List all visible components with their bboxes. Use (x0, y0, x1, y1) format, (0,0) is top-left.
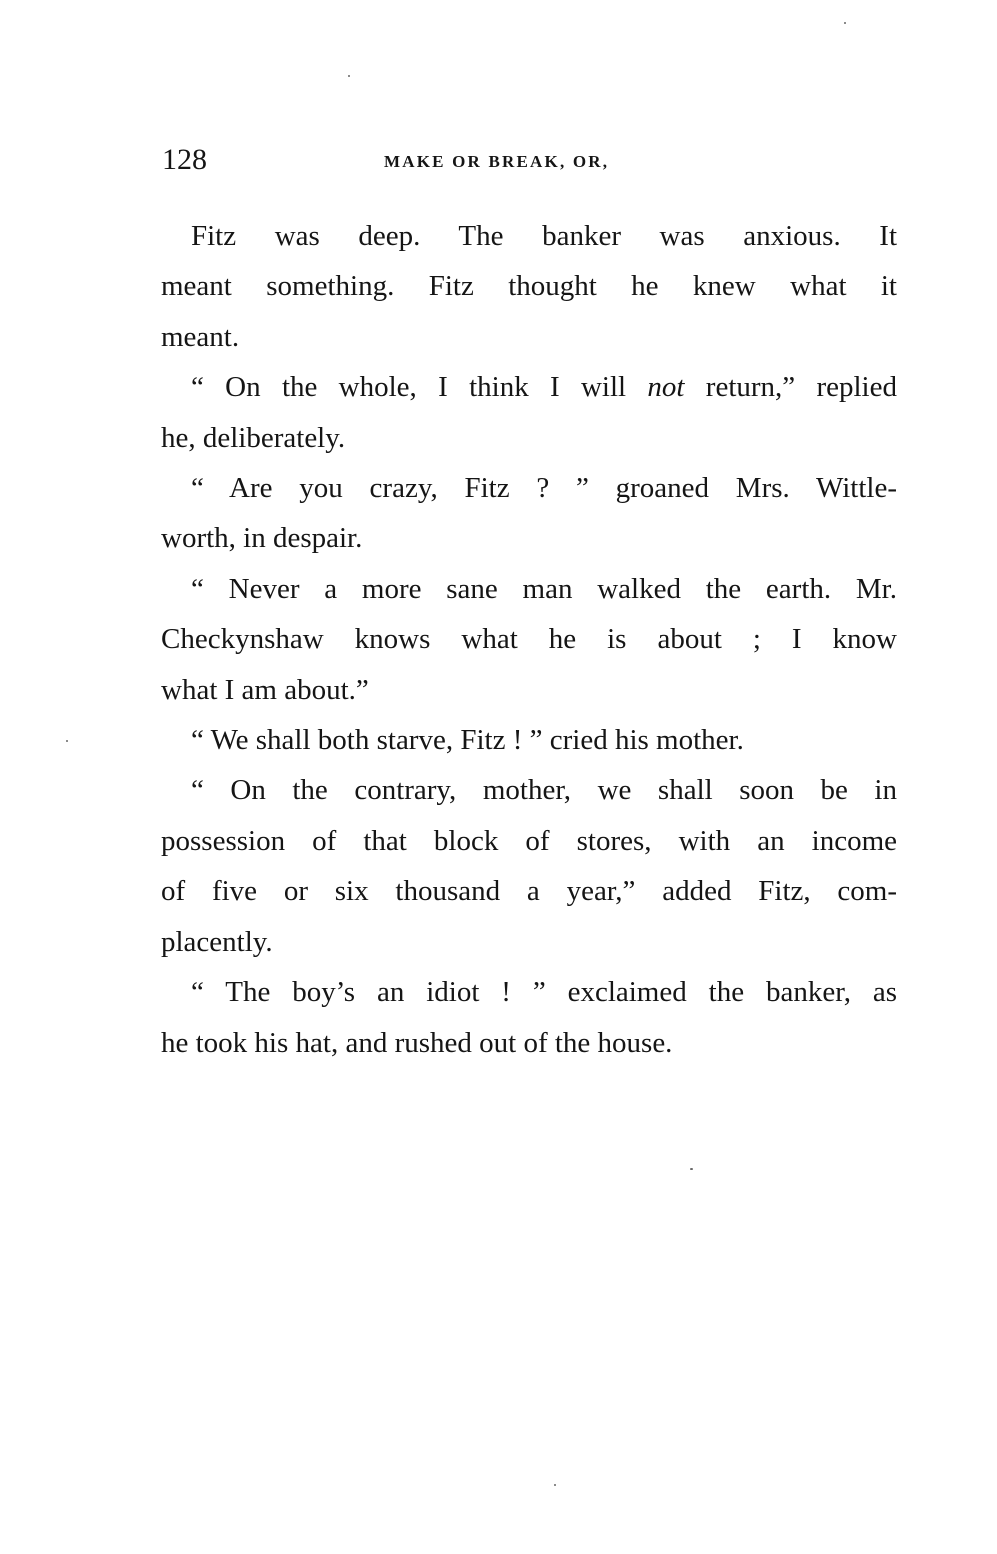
text-line: “ Are you crazy, Fitz ? ” groaned Mrs. Wittle- (191, 472, 897, 505)
text-line: what I am about.” (161, 673, 369, 706)
paragraph (161, 967, 897, 1068)
text-segment: “ On the whole, I think I will (191, 371, 648, 404)
paragraph (161, 463, 897, 564)
text-line: of five or six thousand a year,” added Fitz, com- (161, 875, 897, 908)
text-line: “ Never a more sane man walked the earth. Mr. (191, 572, 897, 605)
paragraph (161, 765, 897, 967)
text-line: “ On the contrary, mother, we shall soon be in (191, 774, 897, 807)
text-line: Fitz was deep. The banker was anxious. It (191, 220, 897, 252)
scan-speck (690, 1168, 693, 1170)
text-line: “ The boy’s an idiot ! ” exclaimed the banker, as (191, 976, 897, 1009)
text-line: worth, in despair. (161, 522, 363, 555)
text-segment: return,” replied (684, 371, 897, 404)
scan-speck (66, 740, 68, 742)
paragraph (161, 715, 897, 765)
scan-speck (348, 75, 350, 77)
paragraph (161, 564, 897, 715)
paragraph (161, 362, 897, 463)
page-number: 128 (162, 143, 207, 176)
emphasis-text: not (647, 371, 685, 404)
text-line: meant. (161, 320, 240, 353)
body-text (161, 211, 897, 1068)
text-line: Checkynshaw knows what he is about ; I know (161, 623, 897, 656)
text-line: “ We shall both starve, Fitz ! ” cried his mother. (191, 724, 744, 757)
text-line (161, 362, 897, 412)
text-line: placently. (161, 925, 273, 958)
text-line: he took his hat, and rushed out of the house. (161, 1026, 673, 1059)
paragraph (161, 211, 897, 362)
running-head: MAKE OR BREAK, OR, (384, 152, 610, 171)
text-line: possession of that block of stores, with an income (161, 824, 897, 857)
scan-speck (844, 22, 846, 24)
text-line: meant something. Fitz thought he knew what it (161, 270, 897, 303)
page-header (162, 140, 898, 180)
text-line: he, deliberately. (161, 421, 346, 454)
scan-speck (554, 1484, 556, 1486)
